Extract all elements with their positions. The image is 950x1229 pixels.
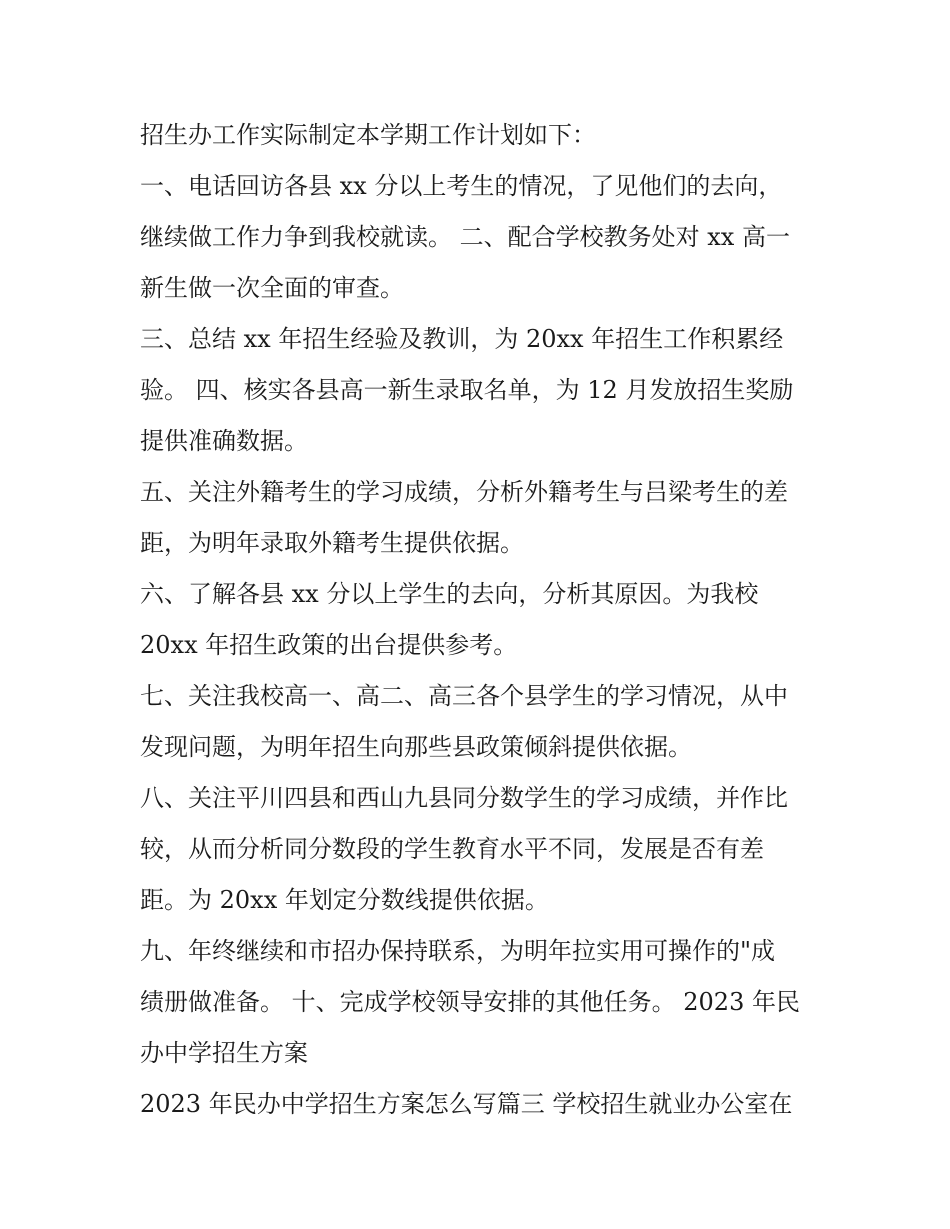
paragraph-item-7 [140, 671, 820, 773]
text-line: 招生办工作实际制定本学期工作计划如下： [140, 121, 596, 149]
text-line: 一、电话回访各县 xx 分以上考生的情况，了见他们的去向， [140, 172, 783, 200]
paragraph-item-3-4 [140, 314, 820, 467]
text-line: 距。为 20xx 年划定分数线提供依据。 [140, 886, 549, 914]
text-line: 验。 四、核实各县高一新生录取名单，为 12 月发放招生奖励 [140, 376, 794, 404]
text-line: 发现问题，为明年招生向那些县政策倾斜提供依据。 [140, 733, 692, 761]
text-line: 九、年终继续和市招办保持联系，为明年拉实用可操作的"成 [140, 937, 776, 965]
text-line: 七、关注我校高一、高二、高三各个县学生的学习情况，从中 [140, 682, 788, 710]
text-line: 三、总结 xx 年招生经验及教训，为 20xx 年招生工作积累经 [140, 325, 784, 353]
text-line: 新生做一次全面的审查。 [140, 274, 404, 302]
paragraph-item-9-10 [140, 926, 820, 1079]
paragraph-item-6 [140, 569, 820, 671]
text-line: 八、关注平川四县和西山九县同分数学生的学习成绩，并作比 [140, 784, 788, 812]
text-line: 五、关注外籍考生的学习成绩，分析外籍考生与吕梁考生的差 [140, 478, 788, 506]
text-line: 距，为明年录取外籍考生提供依据。 [140, 529, 524, 557]
text-line: 较，从而分析同分数段的学生教育水平不同，发展是否有差 [140, 835, 764, 863]
paragraph-section-3 [140, 1079, 820, 1130]
text-line: 继续做工作力争到我校就读。 二、配合学校教务处对 xx 高一 [140, 223, 790, 251]
text-line: 提供准确数据。 [140, 427, 308, 455]
text-line: 办中学招生方案 [140, 1039, 308, 1067]
text-line: 绩册做准备。 十、完成学校领导安排的其他任务。 2023 年民 [140, 988, 800, 1016]
paragraph-item-8 [140, 773, 820, 926]
paragraph-item-5 [140, 467, 820, 569]
paragraph-intro [140, 110, 820, 161]
text-line: 六、了解各县 xx 分以上学生的去向，分析其原因。为我校 [140, 580, 759, 608]
document-body [140, 110, 820, 1130]
paragraph-item-1-2 [140, 161, 820, 314]
text-line: 2023 年民办中学招生方案怎么写篇三 学校招生就业办公室在 [140, 1090, 793, 1118]
text-line: 20xx 年招生政策的出台提供参考。 [140, 631, 518, 659]
